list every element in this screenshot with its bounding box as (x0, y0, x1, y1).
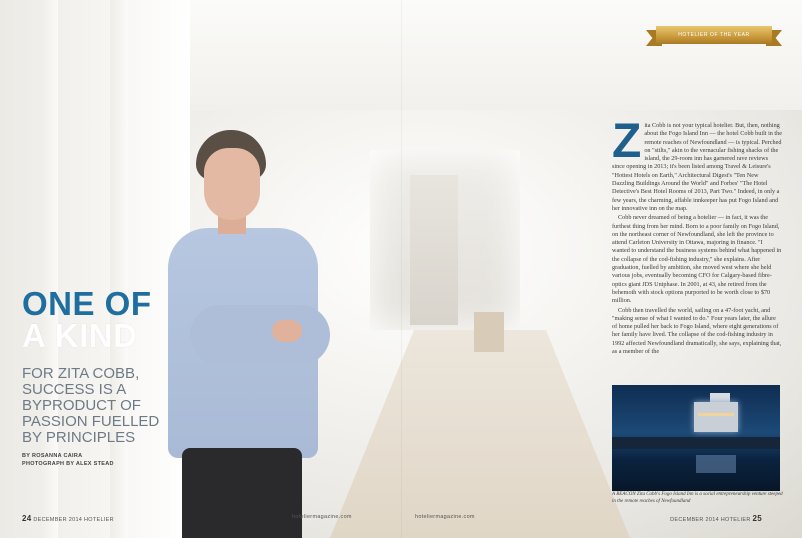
figure-face (204, 148, 260, 220)
photo-water-reflection (696, 455, 736, 473)
photo-inn-building (694, 402, 738, 432)
byline (22, 452, 114, 468)
corridor-door (410, 175, 458, 325)
footer-url-left: hoteliermagazine.com (292, 514, 352, 520)
page-gutter (401, 0, 402, 538)
drop-cap: Z (612, 115, 642, 168)
portrait-figure (160, 130, 330, 538)
headline-line-1: ONE OF (22, 285, 152, 322)
article-headline (22, 285, 152, 354)
photo-caption: A BEACON Zita Cobb's Fogo Island Inn is a social entrepreneurship venture steeped in the remote reaches of Newfoundland (612, 492, 783, 504)
inn-photo (612, 385, 780, 491)
footer-left-text: DECEMBER 2014 HOTELIER (33, 517, 114, 523)
footer-right (670, 514, 762, 523)
headline-line-2: A KIND (22, 317, 138, 354)
page-number-left: 24 (22, 514, 32, 523)
award-banner (646, 24, 782, 46)
article-deck: FOR ZITA COBB, SUCCESS IS A BYPRODUCT OF PASSION FUELLED BY PRINCIPLES (22, 365, 160, 446)
footer-left (22, 514, 114, 523)
body-paragraph: Cobb then travelled the world, sailing on a 47-foot yacht, and "making sense of what I wanted to do." Four years later, the allure of home pulled her back to Fogo Island, where eight generations of her family have lived. The collapse of the cod-fishing industry in 1992 affected Newfoundland dramatically, she says, explaining that, as a member of the (612, 306, 782, 356)
page-number-right: 25 (752, 514, 762, 523)
footer-right-text: DECEMBER 2014 HOTELIER (670, 517, 751, 523)
corridor-bench (474, 312, 504, 352)
byline-photographer: PHOTOGRAPH BY ALEX STEAD (22, 461, 114, 467)
corridor-floor (330, 330, 630, 538)
corridor-ceiling (190, 0, 802, 110)
figure-hand (272, 320, 302, 342)
photo-inn-lights (698, 413, 734, 416)
body-paragraph: Cobb never dreamed of being a hotelier — in fact, it was the furthest thing from her mind. Born to a poor family on Fogo Island, on the northeast corner of Newfoundland, she left the province to attend Carleton University in Ottawa, majoring in finance. "I wanted to understand the business systems behind what happened in the collapse of the cod-fishing industry," she explains. After graduation, fuelled by ambition, she moved west where she held various jobs, eventually becoming CFO for Calgary-based fibre-optics giant JDS Uniphase. In 2001, at 43, she retired from the behemoth with stock options purported to be worth close to $70 million. (612, 214, 782, 305)
footer-url-right: hoteliermagazine.com (415, 514, 475, 520)
photo-shoreline (612, 437, 780, 449)
figure-crossed-arms (190, 305, 330, 365)
byline-writer: BY ROSANNA CAIRA (22, 453, 83, 459)
body-paragraph: ita Cobb is not your typical hotelier. But, then, nothing about the Fogo Island Inn — the hotel Cobb built in the remote reaches of Newfoundland — is typical. Perched on "stilts," akin to the vernacular fishing shacks of the island, the 29-room inn has garnered rave reviews since opening in 2013; it's been listed among Travel & Leisure's "Hottest Hotels on Earth," Architectural Digest's "Ten New Dazzling Buildings Around the World" and Forbes' "The Hotel Detective's Best Hotel Rooms of 2013, Part Two." Indeed, in only a few years, the charming, affable innkeeper has put Fogo Island and her innovative inn on the map. (612, 122, 782, 212)
banner-label: HOTELIER OF THE YEAR (678, 32, 750, 38)
article-body (612, 115, 782, 357)
figure-pants (182, 448, 302, 538)
